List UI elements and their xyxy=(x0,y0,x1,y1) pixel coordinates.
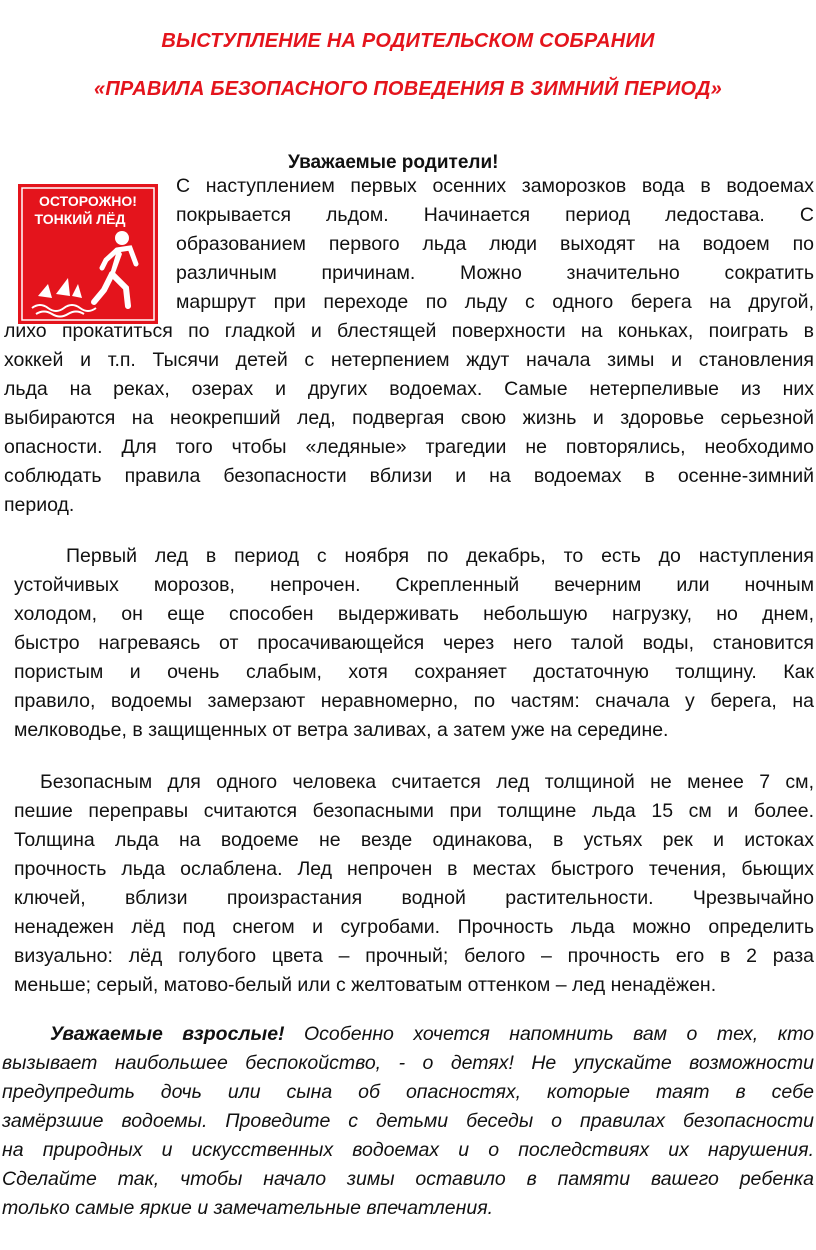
paragraph-4-line xyxy=(50,1020,814,1048)
paragraph-1-line: различным причинам. Можно значительно сократить xyxy=(176,262,814,284)
paragraph-3-line: пешие переправы считаются безопасными при толщине льда 15 см и более. xyxy=(14,800,814,822)
paragraph-3-line: меньше; серый, матово-белый или с желтоватым оттенком – лед ненадёжен. xyxy=(14,974,717,996)
paragraph-2-line: пористым и очень слабым, хотя сохраняет достаточную толщину. Как xyxy=(14,661,814,683)
title-line-1: ВЫСТУПЛЕНИЕ НА РОДИТЕЛЬСКОМ СОБРАНИИ xyxy=(161,30,655,52)
paragraph-2-line: мелководье, в защищенных от ветра заливах, а затем уже на середине. xyxy=(14,719,669,741)
paragraph-3-line: визуально: лёд голубого цвета – прочный; белого – прочность его в 2 раза xyxy=(14,945,814,967)
paragraph-2-line: холодом, он еще способен выдерживать небольшую нагрузку, но днем, xyxy=(14,603,814,625)
paragraph-1-line: соблюдать правила безопасности вблизи и на водоемах в осенне-зимний xyxy=(4,465,814,487)
paragraph-2-line: устойчивых морозов, непрочен. Скрепленный вечерним или ночным xyxy=(14,574,814,596)
thin-ice-warning-sign xyxy=(18,184,158,324)
paragraph-2-line: быстро нагреваясь от просачивающейся через него талой воды, становится xyxy=(14,632,814,654)
paragraph-2-line: правило, водоемы замерзают неравномерно, по частям: сначала у берега, на xyxy=(14,690,814,712)
paragraph-1-line: льда на реках, озерах и других водоемах. Самые нетерпеливые из них xyxy=(4,378,814,400)
paragraph-4-first-line-text: Особенно хочется напомнить вам о тех, кто xyxy=(284,1023,814,1045)
paragraph-3-line: ненадежен лёд под снегом и сугробами. Прочность льда можно определить xyxy=(14,916,814,938)
title-line-2: «ПРАВИЛА БЕЗОПАСНОГО ПОВЕДЕНИЯ В ЗИМНИЙ ПЕРИОД» xyxy=(94,78,722,100)
paragraph-4-line: на природных и искусственных водоемах и о последствиях их нарушения. xyxy=(2,1139,814,1161)
paragraph-1-line: опасности. Для того чтобы «ледяные» трагедии не повторялись, необходимо xyxy=(4,436,814,458)
paragraph-2-line: Первый лед в период с ноября по декабрь, то есть до наступления xyxy=(66,545,814,567)
paragraph-1-line: выбираются на неокрепший лед, подвергая свою жизнь и здоровье серьезной xyxy=(4,407,814,429)
paragraph-3-line: Толщина льда на водоеме не везде одинакова, в устьях рек и истоках xyxy=(14,829,814,851)
paragraph-4-line: вызывает наибольшее беспокойство, - о детях! Не упускайте возможности xyxy=(2,1052,814,1074)
paragraph-3-line: прочность льда ослаблена. Лед непрочен в местах быстрого течения, бьющих xyxy=(14,858,814,880)
paragraph-4-line: замёрзшие водоемы. Проведите с детьми беседы о правилах безопасности xyxy=(2,1110,814,1132)
paragraph-1-line: хоккей и т.п. Тысячи детей с нетерпением ждут начала зимы и становления xyxy=(4,349,814,371)
paragraph-1-line: покрывается льдом. Начинается период ледостава. С xyxy=(176,204,814,226)
paragraph-3-line: Безопасным для одного человека считается лед толщиной не менее 7 см, xyxy=(40,771,814,793)
paragraph-4-line: предупредить дочь или сына об опасностях, которые таят в себе xyxy=(2,1081,814,1103)
adults-address-lead: Уважаемые взрослые! xyxy=(50,1023,285,1045)
paragraph-1-line: С наступлением первых осенних заморозков вода в водоемах xyxy=(176,175,814,197)
paragraph-4-line: Сделайте так, чтобы начало зимы оставило в памяти вашего ребенка xyxy=(2,1168,814,1190)
paragraph-4-line: только самые яркие и замечательные впечатления. xyxy=(2,1197,494,1219)
sign-text-line-1: ОСТОРОЖНО! xyxy=(39,193,137,209)
greeting: Уважаемые родители! xyxy=(288,152,499,173)
paragraph-1-line: образованием первого льда люди выходят на водоем по xyxy=(176,233,814,255)
paragraph-1-line: лихо прокатиться по гладкой и блестящей поверхности на коньках, поиграть в xyxy=(4,320,814,342)
paragraph-3-line: ключей, вблизи произрастания водной растительности. Чрезвычайно xyxy=(14,887,814,909)
paragraph-1-line: период. xyxy=(4,494,75,516)
sign-text-line-2: ТОНКИЙ ЛЁД xyxy=(34,211,126,227)
paragraph-1-line: маршрут при переходе по льду с одного берега на другой, xyxy=(176,291,814,313)
